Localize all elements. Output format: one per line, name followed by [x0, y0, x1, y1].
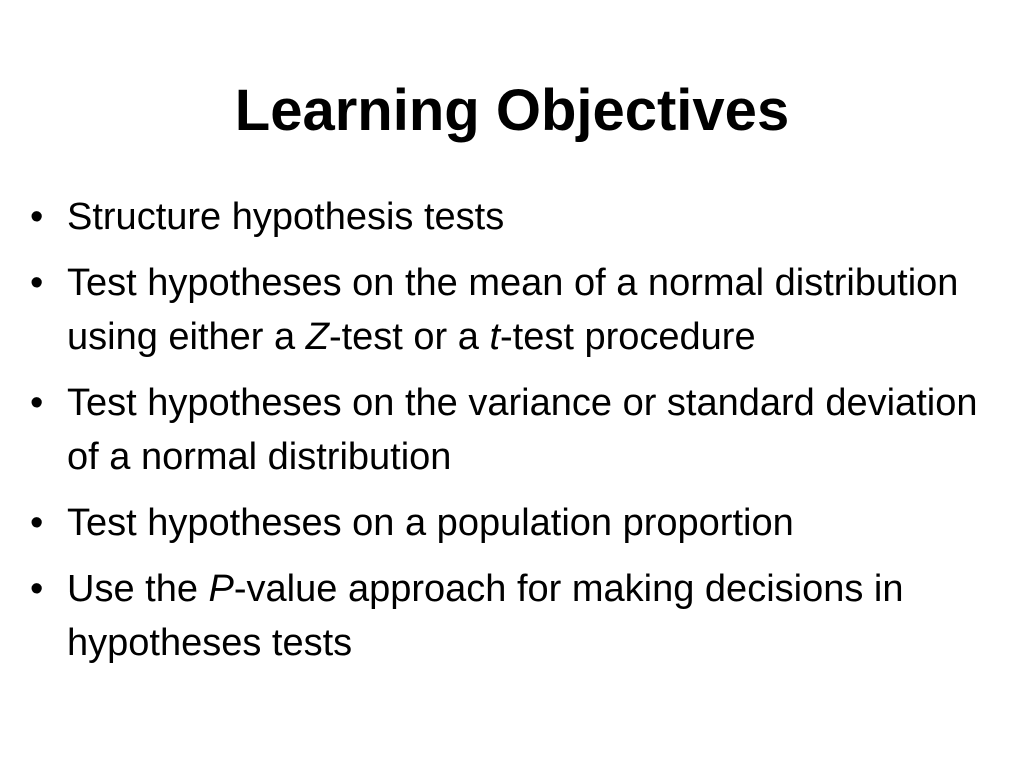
objective-text-prefix: Test hypotheses on the mean of a normal distribution using either a	[67, 262, 959, 358]
objective-text: Test hypotheses on a population proportion	[67, 502, 794, 544]
objective-text-suffix: -test procedure	[500, 316, 756, 358]
objective-text-prefix: Use the	[67, 568, 209, 610]
p-value-symbol: P	[208, 568, 234, 610]
bullet-icon: •	[30, 568, 44, 610]
bullet-icon: •	[30, 502, 44, 544]
bullet-icon: •	[30, 196, 44, 238]
list-item	[30, 256, 980, 364]
z-statistic-symbol: Z	[305, 316, 329, 358]
slide-title: Learning Objectives	[234, 78, 790, 143]
objective-text: Test hypotheses on the variance or standard deviation of a normal distribution	[67, 382, 978, 478]
t-statistic-symbol: t	[489, 316, 500, 358]
objective-text-suffix: -value approach for making decisions in hypotheses tests	[67, 568, 904, 664]
objective-text: Structure hypothesis tests	[67, 196, 505, 238]
list-item	[30, 376, 980, 484]
bullet-icon: •	[30, 262, 44, 304]
learning-objectives-list	[30, 190, 980, 682]
bullet-icon: •	[30, 382, 44, 424]
list-item	[30, 190, 980, 244]
list-item	[30, 496, 980, 550]
objective-text-middle: -test or a	[328, 316, 490, 358]
list-item	[30, 562, 980, 670]
